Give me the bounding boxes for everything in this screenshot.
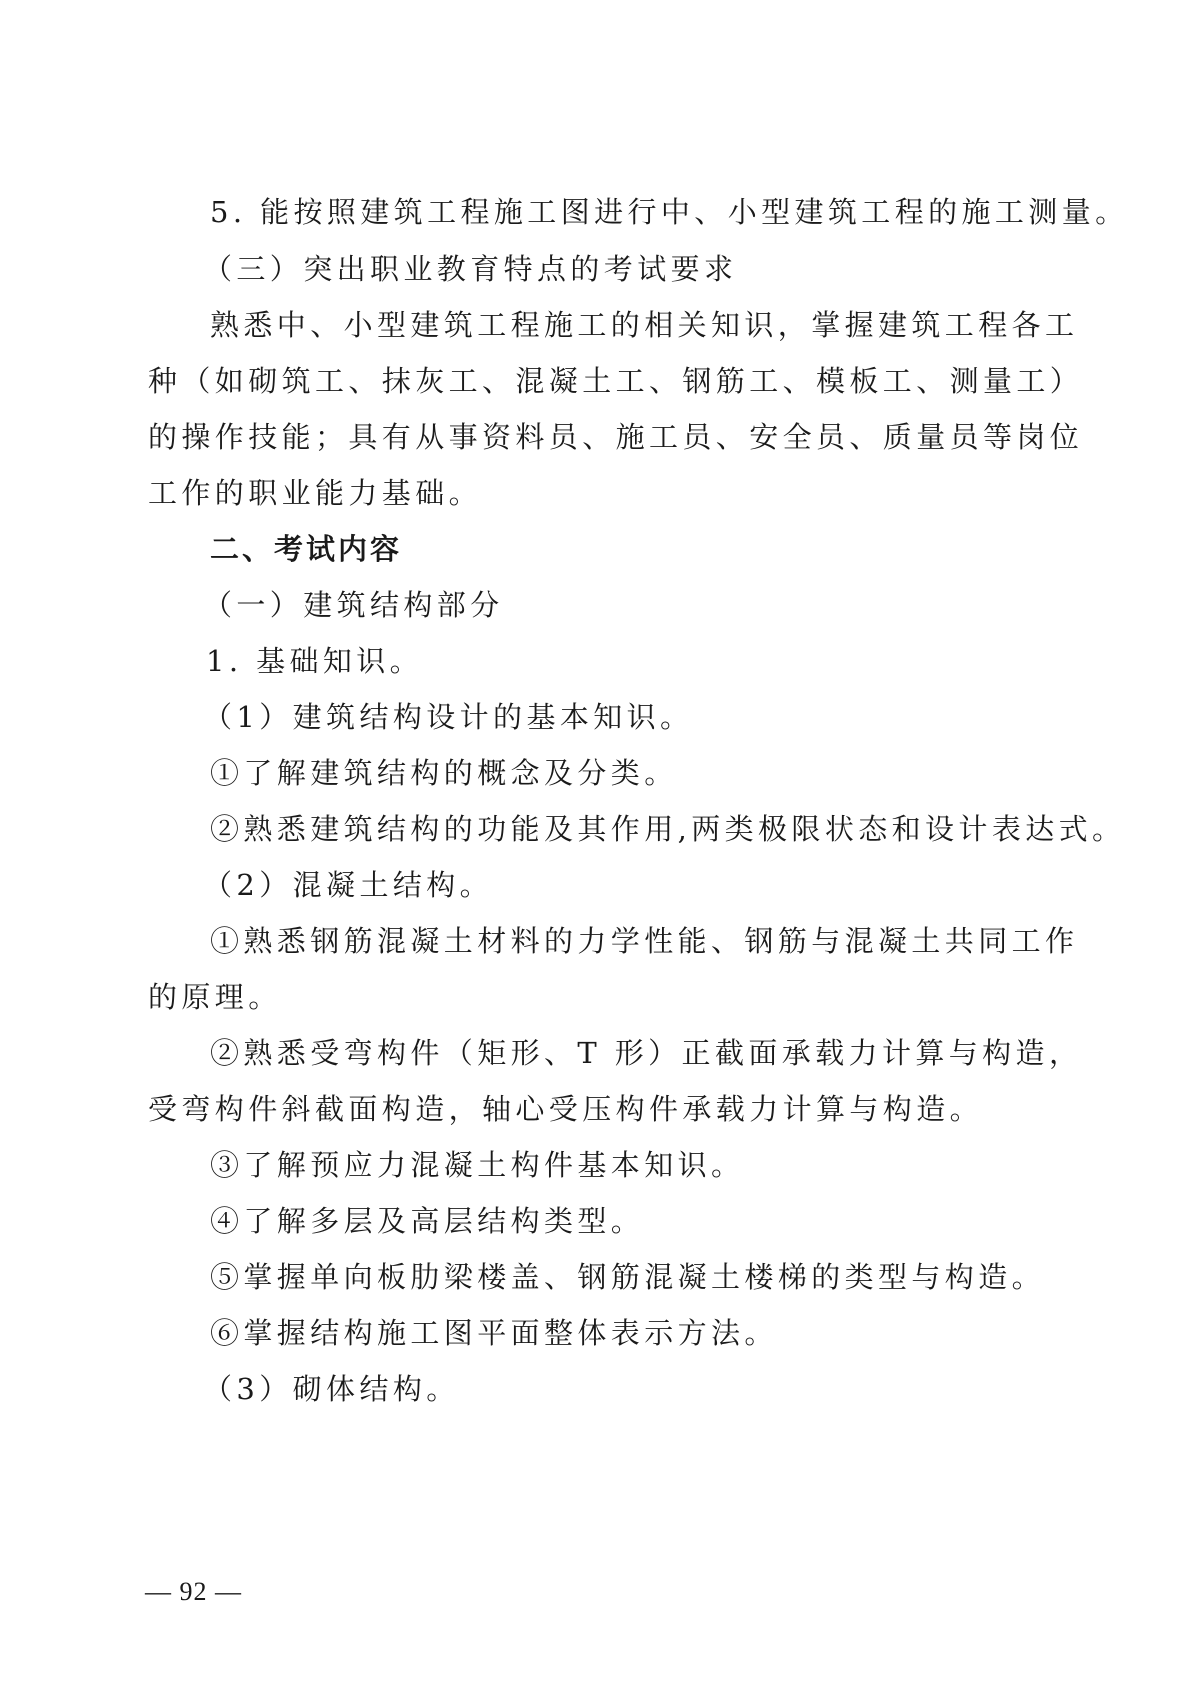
paragraph-line: 熟悉中、小型建筑工程施工的相关知识，掌握建筑工程各工 [210, 308, 1079, 342]
paragraph-line: 种（如砌筑工、抹灰工、混凝土工、钢筋工、模板工、测量工） [148, 364, 1084, 398]
list-item: ⑤掌握单向板肋梁楼盖、钢筋混凝土楼梯的类型与构造。 [210, 1260, 1046, 1294]
list-item: 1. 基础知识。 [206, 644, 424, 678]
page-number: — 92 — [145, 1577, 242, 1606]
list-item: （2）混凝土结构。 [203, 868, 494, 902]
subsection-heading: （一）建筑结构部分 [203, 588, 504, 622]
paragraph-line: 的操作技能；具有从事资料员、施工员、安全员、质量员等岗位 [148, 420, 1084, 454]
list-item: ④了解多层及高层结构类型。 [210, 1204, 645, 1238]
list-item: ②熟悉受弯构件（矩形、T 形）正截面承载力计算与构造， [210, 1036, 1083, 1070]
paragraph-line: 5. 能按照建筑工程施工图进行中、小型建筑工程的施工测量。 [210, 195, 1129, 229]
list-item: （3）砌体结构。 [203, 1372, 460, 1406]
list-item: ②熟悉建筑结构的功能及其作用,两类极限状态和设计表达式。 [210, 812, 1126, 846]
list-item: ③了解预应力混凝土构件基本知识。 [210, 1148, 745, 1182]
paragraph-line: 的原理。 [148, 980, 282, 1014]
subsection-heading: （三）突出职业教育特点的考试要求 [203, 252, 738, 286]
list-item: ①了解建筑结构的概念及分类。 [210, 756, 678, 790]
paragraph-line: 受弯构件斜截面构造，轴心受压构件承载力计算与构造。 [148, 1092, 984, 1126]
paragraph-line: 工作的职业能力基础。 [148, 476, 483, 510]
list-item: ①熟悉钢筋混凝土材料的力学性能、钢筋与混凝土共同工作 [210, 924, 1079, 958]
list-item: （1）建筑结构设计的基本知识。 [203, 700, 694, 734]
section-heading: 二、考试内容 [210, 532, 403, 566]
list-item: ⑥掌握结构施工图平面整体表示方法。 [210, 1316, 778, 1350]
